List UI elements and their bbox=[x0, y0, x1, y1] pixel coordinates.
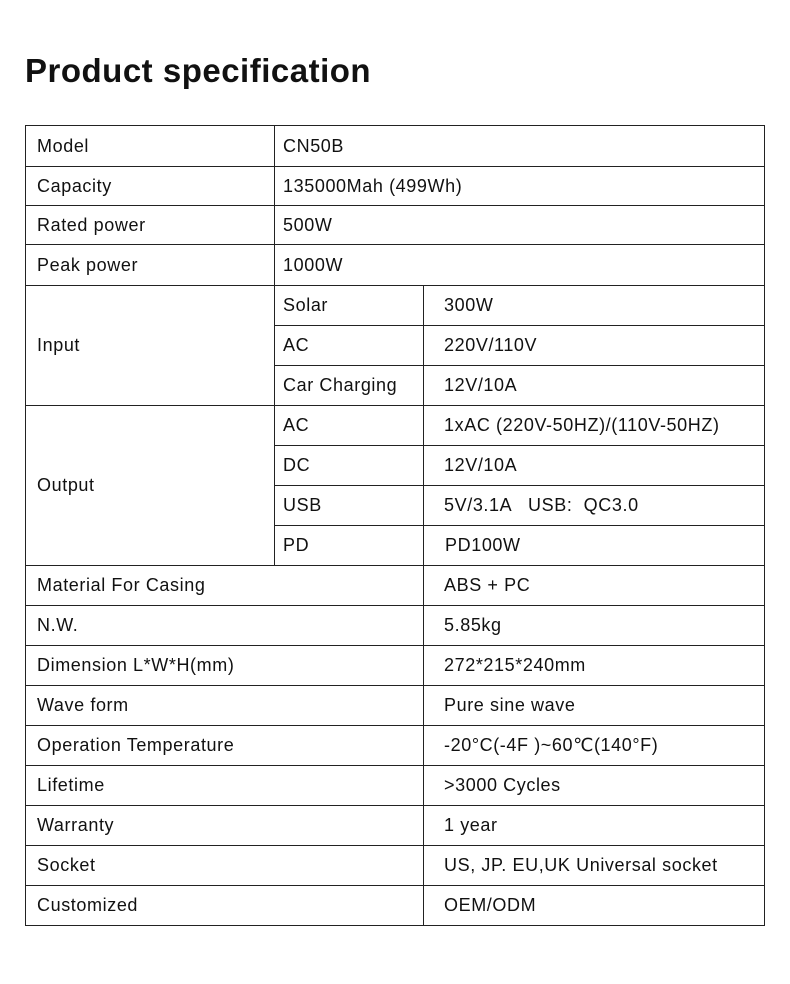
row-socket bbox=[26, 846, 765, 886]
row-casing bbox=[26, 566, 765, 606]
row-nw bbox=[26, 606, 765, 646]
row-rated-power bbox=[26, 206, 765, 245]
value-rated-power: 500W bbox=[275, 206, 765, 245]
label-input: Input bbox=[26, 286, 275, 406]
value-warranty: 1 year bbox=[424, 806, 765, 846]
row-warranty bbox=[26, 806, 765, 846]
value-customized: OEM/ODM bbox=[424, 886, 765, 926]
row-lifetime bbox=[26, 766, 765, 806]
value-casing: ABS + PC bbox=[424, 566, 765, 606]
label-socket: Socket bbox=[26, 846, 424, 886]
label-nw: N.W. bbox=[26, 606, 424, 646]
label-wave: Wave form bbox=[26, 686, 424, 726]
label-peak-power: Peak power bbox=[26, 245, 275, 286]
input-ac-label: AC bbox=[275, 326, 424, 366]
label-casing: Material For Casing bbox=[26, 566, 424, 606]
value-temperature: -20°C(-4F )~60℃(140°F) bbox=[424, 726, 765, 766]
label-output: Output bbox=[26, 406, 275, 566]
row-temperature bbox=[26, 726, 765, 766]
value-model: CN50B bbox=[275, 126, 765, 167]
value-lifetime: >3000 Cycles bbox=[424, 766, 765, 806]
label-capacity: Capacity bbox=[26, 167, 275, 206]
label-temperature: Operation Temperature bbox=[26, 726, 424, 766]
value-socket: US, JP. EU,UK Universal socket bbox=[424, 846, 765, 886]
label-model: Model bbox=[26, 126, 275, 167]
output-ac-value: 1xAC (220V-50HZ)/(110V-50HZ) bbox=[424, 406, 765, 446]
row-wave bbox=[26, 686, 765, 726]
input-solar-value: 300W bbox=[424, 286, 765, 326]
value-wave: Pure sine wave bbox=[424, 686, 765, 726]
output-usb-label: USB bbox=[275, 486, 424, 526]
output-dc-label: DC bbox=[275, 446, 424, 486]
input-solar-label: Solar bbox=[275, 286, 424, 326]
value-nw: 5.85kg bbox=[424, 606, 765, 646]
output-usb-value: 5V/3.1A USB: QC3.0 bbox=[424, 486, 765, 526]
row-dimension bbox=[26, 646, 765, 686]
row-input-solar bbox=[26, 286, 765, 326]
output-dc-value: 12V/10A bbox=[424, 446, 765, 486]
value-peak-power: 1000W bbox=[275, 245, 765, 286]
label-lifetime: Lifetime bbox=[26, 766, 424, 806]
label-customized: Customized bbox=[26, 886, 424, 926]
value-dimension: 272*215*240mm bbox=[424, 646, 765, 686]
spec-table bbox=[25, 125, 765, 926]
input-car-label: Car Charging bbox=[275, 366, 424, 406]
label-warranty: Warranty bbox=[26, 806, 424, 846]
page-title: Product specification bbox=[25, 52, 372, 89]
value-capacity: 135000Mah (499Wh) bbox=[275, 167, 765, 206]
row-customized bbox=[26, 886, 765, 926]
output-pd-value: PD100W bbox=[424, 526, 765, 566]
input-ac-value: 220V/110V bbox=[424, 326, 765, 366]
row-model bbox=[26, 126, 765, 167]
input-car-value: 12V/10A bbox=[424, 366, 765, 406]
label-rated-power: Rated power bbox=[26, 206, 275, 245]
row-peak-power bbox=[26, 245, 765, 286]
row-output-ac bbox=[26, 406, 765, 446]
output-ac-label: AC bbox=[275, 406, 424, 446]
output-pd-label: PD bbox=[275, 526, 424, 566]
label-dimension: Dimension L*W*H(mm) bbox=[26, 646, 424, 686]
row-capacity bbox=[26, 167, 765, 206]
